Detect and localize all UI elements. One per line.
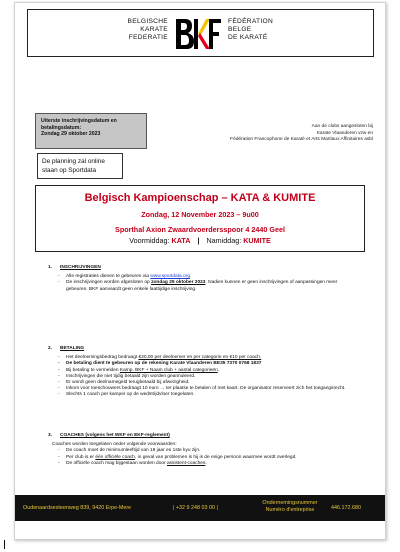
event-title-box: [35, 185, 365, 252]
planning-line: staan op Sportdata: [42, 167, 97, 174]
deadline-label: Uiterste inschrijvingsdatum en betalingsdatum:: [41, 118, 117, 131]
session-separator: |: [197, 236, 200, 245]
list-item: - Per club is er één officiële coach, in geval van problemen is hij is de enige persoon waarmee wordt overlegd.: [58, 455, 360, 461]
list-item: - De coach moet de minimumleeftijd van 18 jaar en 1ste kyu zijn.: [58, 448, 360, 454]
footer-address: Oudenaardsesteenweg 839, 9420 Erpe-Mere: [23, 505, 132, 511]
section-heading: COACHES (volgens het WKF en EKF-reglement): [60, 433, 170, 438]
footer-company-number: 446.172.680: [331, 505, 361, 511]
list-item: - Inschrijvingen die niet tijdig betaald zijn worden geannuleerd.: [58, 374, 360, 380]
section-number: 2.: [48, 346, 53, 351]
header-right-line: DE KARATÉ: [228, 34, 268, 41]
event-title: Belgisch Kampioenschap – KATA & KUMITE: [84, 192, 316, 204]
address-line: Fédération Francophone de Karaté et Arts Martiaux Affinitaires asbl: [230, 137, 373, 143]
list-item: - Het deelnemingsbedrag bedraagt €20,00 per deelnemer en per categorie en €10 per coach.: [58, 355, 360, 361]
address-line: Karate Vlaanderen vzw en: [316, 130, 373, 136]
morning-label: Voormiddag:: [129, 236, 170, 245]
deadline-date: Zondag 29 oktober 2023: [41, 131, 101, 138]
federation-name-french: [228, 18, 318, 42]
header-left-line: FEDERATIE: [128, 34, 168, 41]
afternoon-label: Namiddag:: [206, 236, 242, 245]
morning-value: KATA: [171, 236, 191, 245]
planning-note: [37, 153, 123, 179]
list-item: - Slechts 1 coach per kamper op de wedstrijdvloer toegelaten.: [58, 392, 360, 398]
deadline-box: [35, 113, 147, 149]
footer-bar: [15, 495, 385, 521]
list-item: - Er wordt geen deelnamegeld terugbetaald bij afwezigheid.: [58, 380, 360, 386]
deadline-emphasis: zondag 29 oktober 2023: [151, 280, 206, 286]
header-right-line: BELGE: [228, 26, 252, 33]
event-venue: Sporthal Axion Zwaardvoerdersspoor 4 2440 Geel: [115, 225, 285, 234]
list-item: - Alle registraties dienen te gebeuren via www.sportdata.org.: [58, 274, 360, 280]
section-heading: BETALING: [60, 346, 85, 351]
company-label-nl: Ondernemingsnummer: [262, 500, 318, 506]
list-item: - Inkom voor toeschouwers bedraagt 10 euro → ter plaatse te betalen of met kaart. De organisator reserveert zich het toegangsrecht.: [58, 386, 360, 392]
section-number: 3.: [48, 433, 53, 438]
section-heading: INSCHRIJVINGEN: [60, 265, 101, 270]
section-intro: Coaches worden toegelaten onder volgende voorwaarden:: [52, 442, 177, 448]
list-item: - Bij betaling te vermelden Kamp. BKF + Naam club + aantal categorieën.: [58, 368, 360, 374]
section-payment: [48, 346, 360, 399]
list-item: - De betaling dient te gebeuren op de rekening Karate Vlaanderen BE35 7370 0768 1837: [58, 361, 360, 367]
bullet-list: [48, 274, 360, 293]
letterhead: [27, 9, 374, 57]
planning-line: De planning zal online: [42, 158, 105, 165]
section-number: 1.: [48, 265, 53, 270]
addressee-block: [163, 124, 373, 144]
event-date: Zondag, 12 November 2023 – 9u00: [141, 210, 259, 219]
footer-phone: | +32 9 248 03 00 |: [173, 505, 218, 511]
section-registrations: [48, 265, 360, 293]
header-right-line: FÉDÉRATION: [228, 18, 274, 25]
list-item: - De officiële coach mag bijgestaan worden door assistent-coaches.: [58, 461, 360, 467]
section-title: [48, 433, 360, 439]
address-line: Aan de clubs aangesloten bij: [311, 124, 373, 129]
bkf-logo: [173, 16, 223, 52]
afternoon-value: KUMITE: [243, 236, 271, 245]
list-item: - De inschrijvingen worden afgesloten op zondag 29 oktober 2023. Nadien kunnen er geen inschrijvingen of aanpassingen meer gebeuren. BKF aanvaardt geen enkele laattijdige inschrijving.: [58, 280, 360, 292]
section-title: [48, 346, 360, 352]
document-page: [14, 2, 386, 540]
header-left-line: BELGISCHE: [127, 18, 168, 25]
header-left-line: KARATE: [140, 26, 168, 33]
federation-name-dutch: [86, 18, 168, 42]
event-sessions: [36, 236, 364, 245]
bullet-list: [48, 355, 360, 398]
sportdata-link[interactable]: www.sportdata.org: [150, 274, 190, 280]
section-coaches: [48, 433, 360, 467]
footer-company-label: [255, 500, 325, 514]
text-cursor: [4, 540, 5, 549]
bullet-list: [48, 448, 360, 467]
company-label-fr: Numéro d'entreprise: [265, 507, 315, 513]
section-title: [48, 265, 360, 271]
